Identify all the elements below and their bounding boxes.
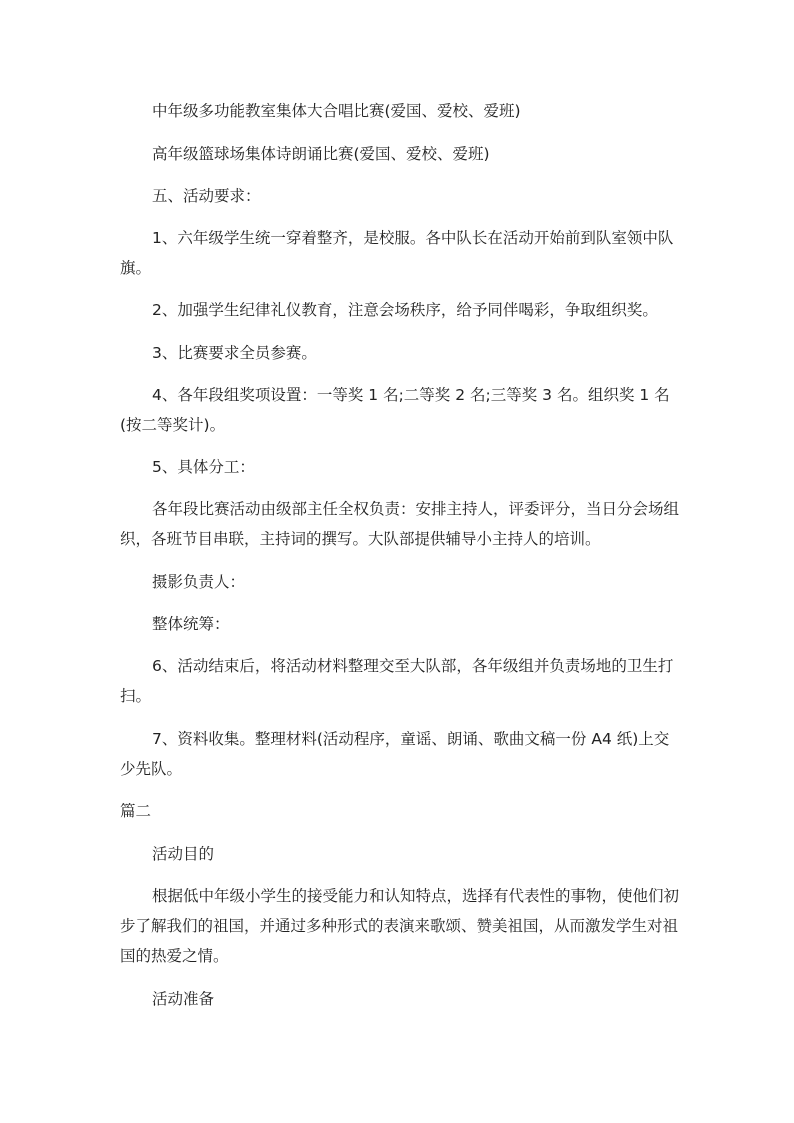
paragraph-division-of-work: 各年段比赛活动由级部主任全权负责：安排主持人，评委评分，当日分会场组织，各班节目串联，主持词的撰写。大队部提供辅导小主持人的培训。: [120, 500, 680, 548]
list-item-5: 5、具体分工：: [152, 458, 255, 476]
section-heading-part-two: 篇二: [120, 802, 152, 820]
paragraph-activity-purpose: 根据低中年级小学生的接受能力和认知特点，选择有代表性的事物，使他们初步了解我们的祖国，并通过多种形式的表演来歌颂、赞美祖国，从而激发学生对祖国的热爱之情。: [120, 887, 680, 965]
list-item-6: 6、活动结束后，将活动材料整理交至大队部，各年级组并负责场地的卫生打扫。: [120, 657, 674, 705]
paragraph-high-grade-recitation: 高年级篮球场集体诗朗诵比赛(爱国、爱校、爱班): [152, 145, 490, 163]
subheading-activity-purpose: 活动目的: [152, 845, 215, 863]
paragraph-coordination: 整体统筹：: [152, 615, 230, 633]
subheading-activity-preparation: 活动准备: [152, 990, 215, 1008]
list-item-4: 4、各年段组奖项设置：一等奖 1 名;二等奖 2 名;三等奖 3 名。组织奖 1 名(按二等奖计)。: [120, 386, 670, 434]
section-heading-requirements: 五、活动要求：: [152, 187, 261, 205]
list-item-3: 3、比赛要求全员参赛。: [152, 344, 317, 362]
list-item-7: 7、资料收集。整理材料(活动程序，童谣、朗诵、歌曲文稿一份 A4 纸)上交少先队。: [120, 730, 670, 778]
list-item-1: 1、六年级学生统一穿着整齐，是校服。各中队长在活动开始前到队室领中队旗。: [120, 229, 674, 277]
paragraph-middle-grade-chorus: 中年级多功能教室集体大合唱比赛(爱国、爱校、爱班): [152, 102, 521, 120]
list-item-2: 2、加强学生纪律礼仪教育，注意会场秩序，给予同伴喝彩，争取组织奖。: [152, 301, 658, 319]
paragraph-photographer: 摄影负责人：: [152, 573, 246, 591]
